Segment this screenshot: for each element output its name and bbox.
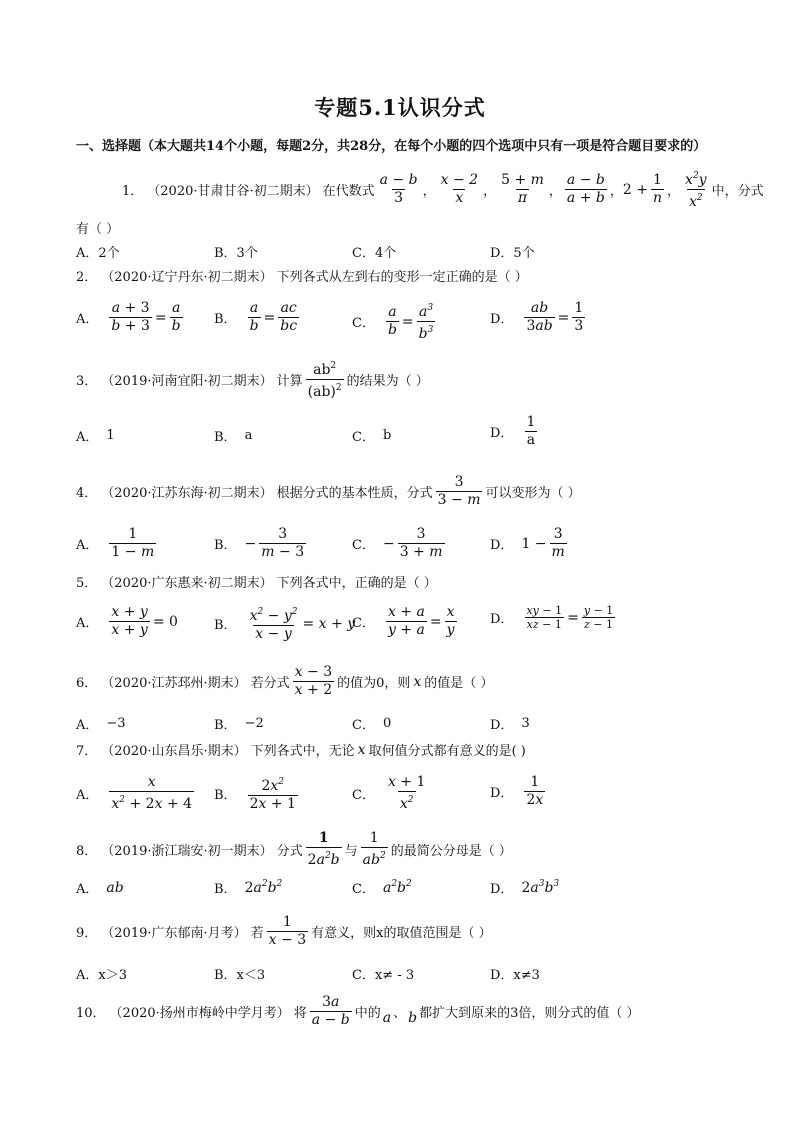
question-stem: 下列各式中，无论 xyxy=(250,744,355,759)
option-c: C． $\frac{x + 1}{x^2}$ xyxy=(352,774,426,812)
option-c: C． $\frac{x + a}{y + a}$ = $\frac{x}{y}$ xyxy=(352,604,455,638)
question-stem: 的值是（ ） xyxy=(424,676,494,691)
question-source: （2020·辽宁丹东·初二期末） xyxy=(101,270,273,285)
question-number: 7． xyxy=(76,744,98,759)
question-1-cont xyxy=(76,218,119,237)
question-number: 8． xyxy=(76,844,98,859)
math-expression: a xyxy=(382,1009,392,1026)
question-stem: 计算 xyxy=(276,374,303,389)
option-c: C． b xyxy=(352,428,392,445)
question-stem: 与 xyxy=(344,844,358,859)
question-stem: 中的 xyxy=(354,1006,381,1021)
math-expression: $\frac{3}{3 - m}$ xyxy=(437,474,481,508)
question-number: 2． xyxy=(76,270,98,285)
question-source: （2020·山东昌乐·期末） xyxy=(101,744,247,759)
option-b: B． $\frac{x^2 - y^2}{x - y}$ = x + y xyxy=(214,607,356,642)
question-source: （2020·广东惠来·初二期末） xyxy=(101,576,273,591)
math-expression: x xyxy=(357,741,366,758)
question-stem: 下列各式中，正确的是（ ） xyxy=(276,576,437,591)
option-a: A． ab xyxy=(76,879,124,897)
question-stem: 若分式 xyxy=(250,676,290,691)
option-d: D． $2a^3b^3$ xyxy=(490,879,560,897)
option-c: C． − $\frac{3}{3 + m}$ xyxy=(352,526,443,560)
math-expression: x xyxy=(413,673,422,690)
option-c: C． 0 xyxy=(352,716,392,733)
question-9 xyxy=(76,914,492,949)
section-heading xyxy=(76,137,736,157)
question-2 xyxy=(76,266,528,285)
option-b: B． $2a^2b^2$ xyxy=(214,879,283,897)
math-expression: $\frac{x^2y}{x^2}$ xyxy=(685,171,707,210)
option-a: A． 1 xyxy=(76,428,115,445)
question-number: 4． xyxy=(76,486,98,501)
option-d: D．x≠3 xyxy=(490,968,540,983)
question-source: （2020·扬州市梅岭中学月考） xyxy=(109,1006,290,1021)
question-stem: 分式 xyxy=(276,844,303,859)
question-source: （2020·江苏东海·初二期末） xyxy=(101,486,273,501)
option-d: D． $\frac{xy - 1}{xz - 1}$ = $\frac{y - 1}{z - 1}$ xyxy=(490,604,614,631)
option-d: D． 1 − $\frac{3}{m}$ xyxy=(490,526,565,560)
question-stem: 取何值分式都有意义的是( ) xyxy=(368,744,526,759)
question-source: （2019·浙江瑞安·初一期末） xyxy=(101,844,273,859)
question-source: （2019·广东郁南·月考） xyxy=(101,926,247,941)
option-c: C． $\frac{a}{b}$ = $\frac{a^3}{b^3}$ xyxy=(352,303,434,342)
option-a: A． $\frac{x}{x^2 + 2x + 4}$ xyxy=(76,774,193,812)
question-5 xyxy=(76,572,437,591)
option-b: B． − $\frac{3}{m - 3}$ xyxy=(214,526,305,560)
math-expression: $\frac{x - 3}{x + 2}$ xyxy=(294,664,333,698)
question-stem: 中，分式 xyxy=(711,184,764,199)
question-4 xyxy=(76,474,581,509)
math-expression: $\frac{x - 2}{x}$ xyxy=(440,172,479,206)
question-stem: 、 xyxy=(393,1006,407,1021)
question-stem: 有意义，则x的取值范围是（ ） xyxy=(311,926,492,941)
question-7 xyxy=(76,740,526,759)
question-6 xyxy=(76,664,493,699)
option-a: A． −3 xyxy=(76,716,126,733)
option-b: B． a xyxy=(214,428,253,445)
question-stem: 根据分式的基本性质，分式 xyxy=(276,486,433,501)
option-a: A． $\frac{x + y}{x + y}$ = 0 xyxy=(76,604,178,638)
option-d: D． 3 xyxy=(490,716,530,733)
question-stem: 的值为0，则 xyxy=(337,676,411,691)
question-stem: 下列各式从左到右的变形一定正确的是（ ） xyxy=(276,270,528,285)
option-b: B． $\frac{a}{b}$ = $\frac{ac}{bc}$ xyxy=(214,300,298,334)
option-d: D． $\frac{ab}{3ab}$ = $\frac{1}{3}$ xyxy=(490,300,584,334)
page-title: 专题5.1认识分式 xyxy=(314,95,486,120)
question-stem: 的最简公分母是（ ） xyxy=(390,844,512,859)
question-1: 1． （2020·甘肃甘谷·初二期末） 在代数式 $\frac{a - b}{3}$ ， $\frac{x - 2}{x}$ ， $\frac{5 + m}{\pi}$ ， $\frac{a - b}{a + b}$ ， 2 + $\frac{1}{n}$ ， $\frac{x^2y}{x^2}$ 中，分式 xyxy=(122,168,764,211)
question-10 xyxy=(76,994,640,1029)
option-a: A．2个 xyxy=(76,246,120,261)
question-stem: 有（ ） xyxy=(76,222,120,237)
question-number: 3． xyxy=(76,374,98,389)
question-stem: 的结果为（ ） xyxy=(346,374,429,389)
question-8 xyxy=(76,830,512,869)
question-stem: 在代数式 xyxy=(322,184,375,199)
question-3 xyxy=(76,358,429,401)
option-a: A． $\frac{1}{1 - m}$ xyxy=(76,526,155,560)
math-expression: $\frac{1}{ab^2}$ xyxy=(362,830,386,868)
math-expression: $\frac{5 + m}{\pi}$ xyxy=(501,172,544,206)
option-b: B． $\frac{2x^2}{2x + 1}$ xyxy=(214,777,296,812)
question-number: 10． xyxy=(76,1006,106,1021)
question-number: 5． xyxy=(76,576,98,591)
math-expression: $\frac{a - b}{3}$ xyxy=(379,172,418,206)
math-expression: $\frac{1}{n}$ xyxy=(652,172,663,206)
option-b: B．x＜3 xyxy=(214,968,266,983)
question-number: 6． xyxy=(76,676,98,691)
option-d: D． $\frac{1}{a}$ xyxy=(490,414,536,448)
math-expression: $\frac{3a}{a - b}$ xyxy=(311,994,350,1028)
math-expression: b xyxy=(408,1009,418,1026)
question-source: （2020·甘肃甘谷·初二期末） xyxy=(147,184,319,199)
math-expression: $\frac{ab^2}{(ab)^2}$ xyxy=(307,361,342,400)
question-source: （2020·江苏邳州·期末） xyxy=(101,676,247,691)
section-heading-text: 一、选择题（本大题共14个小题，每题2分，共28分，在每个小题的四个选项中只有一项是符合题目要求的） xyxy=(76,139,707,154)
question-stem: 若 xyxy=(250,926,264,941)
option-c: C．4个 xyxy=(352,246,397,261)
option-c: C． $a^2b^2$ xyxy=(352,879,412,897)
math-expression: 2 + xyxy=(622,181,648,198)
option-b: B． −2 xyxy=(214,716,264,733)
option-a: A． $\frac{a + 3}{b + 3}$ = $\frac{a}{b}$ xyxy=(76,300,181,334)
math-expression: $\frac{a - b}{a + b}$ xyxy=(566,172,605,206)
question-stem: 都扩大到原来的3倍，则分式的值（ ） xyxy=(419,1006,640,1021)
question-stem: 将 xyxy=(293,1006,307,1021)
question-number: 1． xyxy=(122,184,144,199)
option-d: D． $\frac{1}{2x}$ xyxy=(490,774,544,808)
option-c: C．x≠ - 3 xyxy=(352,968,415,983)
question-number: 9． xyxy=(76,926,98,941)
math-expression: $\frac{1}{2a^2b}$ xyxy=(307,830,340,868)
question-source: （2019·河南宜阳·初二期末） xyxy=(101,374,273,389)
option-d: D．5个 xyxy=(490,246,535,261)
option-b: B．3个 xyxy=(214,246,258,261)
option-a: A．x＞3 xyxy=(76,968,127,983)
question-stem: 可以变形为（ ） xyxy=(485,486,581,501)
math-expression: $\frac{1}{x - 3}$ xyxy=(268,914,307,948)
